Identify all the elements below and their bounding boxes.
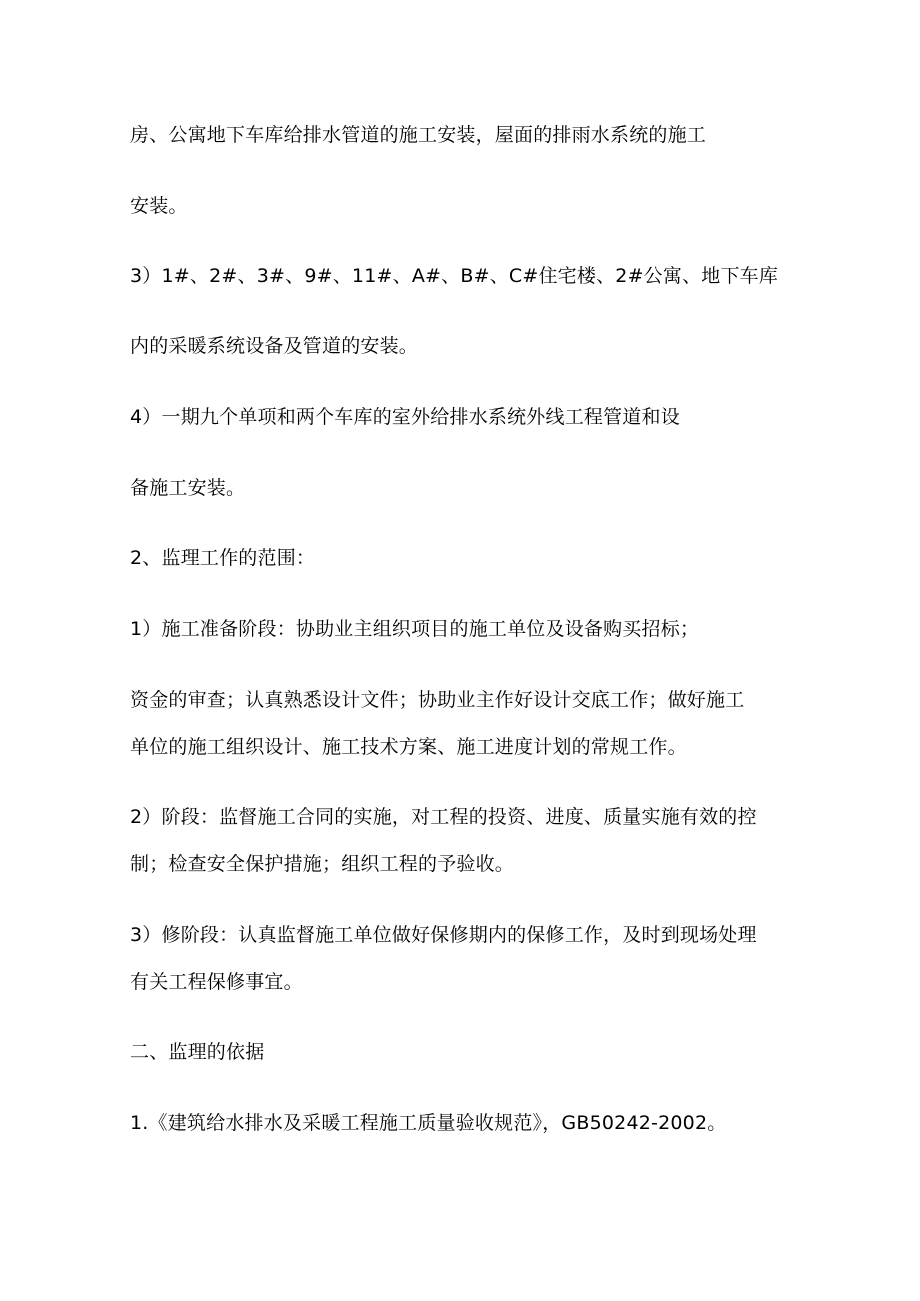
text-line: 制；检查安全保护措施；组织工程的予验收。 [130,853,515,875]
text-line: 1.《建筑给水排水及采暖工程施工质量验收规范》，GB50242-2002。 [130,1112,727,1134]
text-line: 房、公寓地下车库给排水管道的施工安装，屋面的排雨水系统的施工 [130,124,707,146]
section-heading: 2、监理工作的范围： [130,547,316,569]
text-line: 内的采暖系统设备及管道的安装。 [130,335,419,357]
text-line: 资金的审查；认真熟悉设计文件；协助业主作好设计交底工作；做好施工 [130,689,745,711]
text-line: 备施工安装。 [130,477,246,499]
text-line: 1）施工准备阶段：协助业主组织项目的施工单位及设备购买招标； [130,618,700,640]
text-line: 单位的施工组织设计、施工技术方案、施工进度计划的常规工作。 [130,736,687,758]
text-line: 3）1#、2#、3#、9#、11#、A#、B#、C#住宅楼、2#公寓、地下车库 [130,265,779,287]
text-line: 安装。 [130,195,188,217]
text-line: 2）阶段：监督施工合同的实施，对工程的投资、进度、质量实施有效的控 [130,806,757,828]
text-line: 3）修阶段：认真监督施工单位做好保修期内的保修工作，及时到现场处理 [130,924,757,946]
section-heading: 二、监理的依据 [130,1041,265,1063]
text-line: 有关工程保修事宜。 [130,971,303,993]
text-line: 4）一期九个单项和两个车库的室外给排水系统外线工程管道和设 [130,406,680,428]
